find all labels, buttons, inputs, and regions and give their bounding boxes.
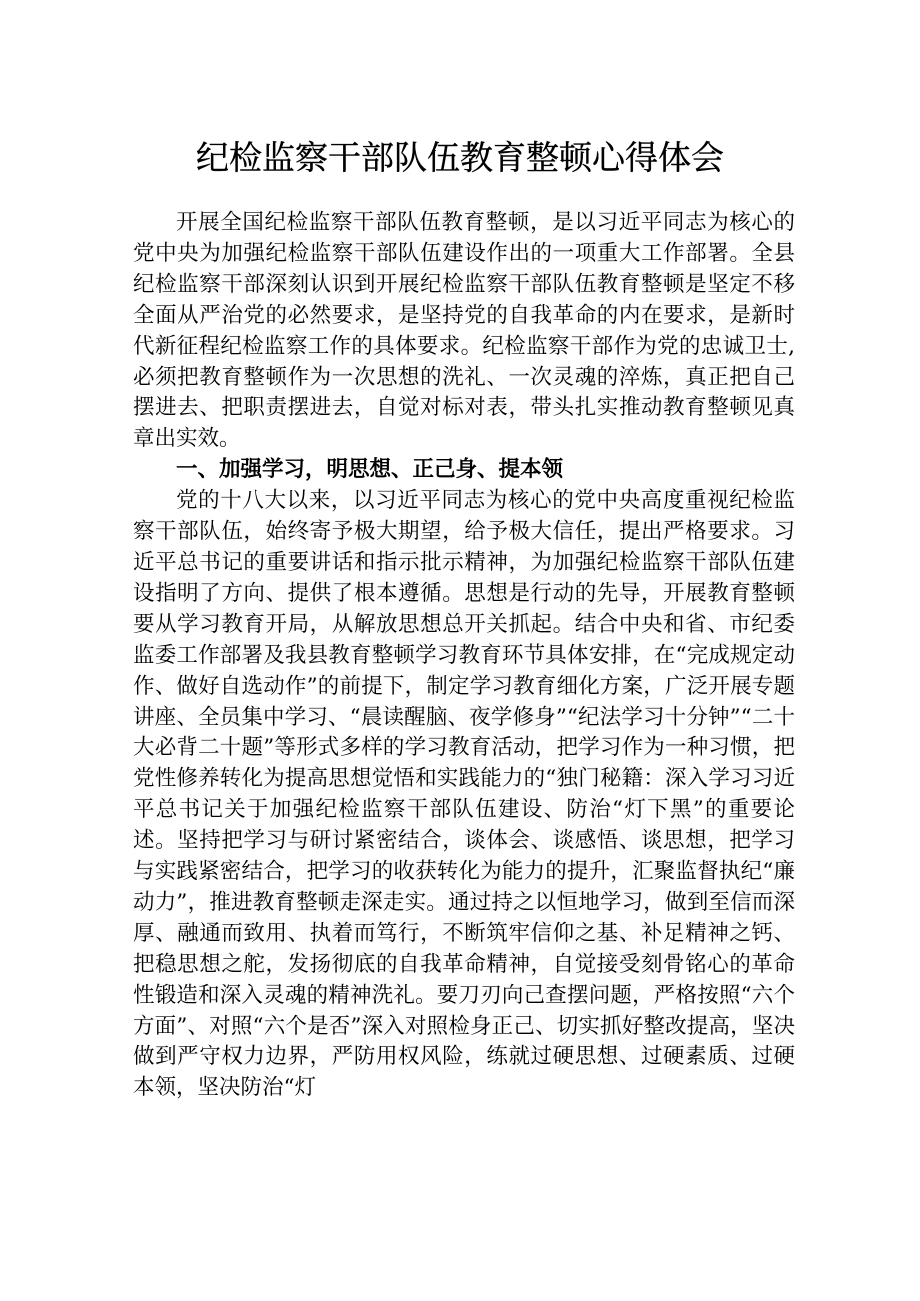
paragraph-section-1: 党的十八大以来，以习近平同志为核心的党中央高度重视纪检监察干部队伍，始终寄予极大期望，给予极大信任，提出严格要求。习近平总书记的重要讲话和指示批示精神，为加强纪检监察干部队伍建设指明了方向、提供了根本遵循。思想是行动的先导，开展教育整顿要从学习教育开局，从解放思想总开关抓起。结合中央和省、市纪委监委工作部署及我县教育整顿学习教育环节具体安排，在“完成规定动作、做好自选动作”的前提下，制定学习教育细化方案，广泛开展专题讲座、全员集中学习、“晨读醒脑、夜学修身”“纪法学习十分钟”“二十大必背二十题”等形式多样的学习教育活动，把学习作为一种习惯，把党性修养转化为提高思想觉悟和实践能力的“独门秘籍：深入学习习近平总书记关于加强纪检监察干部队伍建设、防治“灯下黑”的重要论述。坚持把学习与研讨紧密结合，谈体会、谈感悟、谈思想，把学习与实践紧密结合，把学习的收获转化为能力的提升，汇聚监督执纪“廉动力”，推进教育整顿走深走实。通过持之以恒地学习，做到至信而深厚、融通而致用、执着而笃行，不断筑牢信仰之基、补足精神之钙、把稳思想之舵，发扬彻底的自我革命精神，自觉接受刻骨铭心的革命性锻造和深入灵魂的精神洗礼。要刀刃向己查摆问题，严格按照“六个方面”、对照“六个是否”深入对照检身正己、切实抓好整改提高，坚决做到严守权力边界，严防用权风险，练就过硬思想、过硬素质、过硬本领，坚决防治“灯 — [133, 488, 795, 1101]
paragraph-intro: 开展全国纪检监察干部队伍教育整顿，是以习近平同志为核心的党中央为加强纪检监察干部队伍建设作出的一项重大工作部署。全县纪检监察干部深刻认识到开展纪检监察干部队伍教育整顿是坚定不移全面从严治党的必然要求，是坚持党的自我革命的内在要求，是新时代新征程纪检监察工作的具体要求。纪检监察干部作为党的忠诚卫士,必须把教育整顿作为一次思想的洗礼、一次灵魂的淬炼，真正把自己摆进去、把职责摆进去，自觉对标对表，带头扎实推动教育整顿见真章出实效。 — [133, 210, 795, 452]
document-title: 纪检监察干部队伍教育整顿心得体会 — [196, 138, 724, 177]
section-heading-1: 一、加强学习，明思想、正己身、提本领 — [176, 457, 564, 483]
document-body — [133, 208, 795, 1104]
